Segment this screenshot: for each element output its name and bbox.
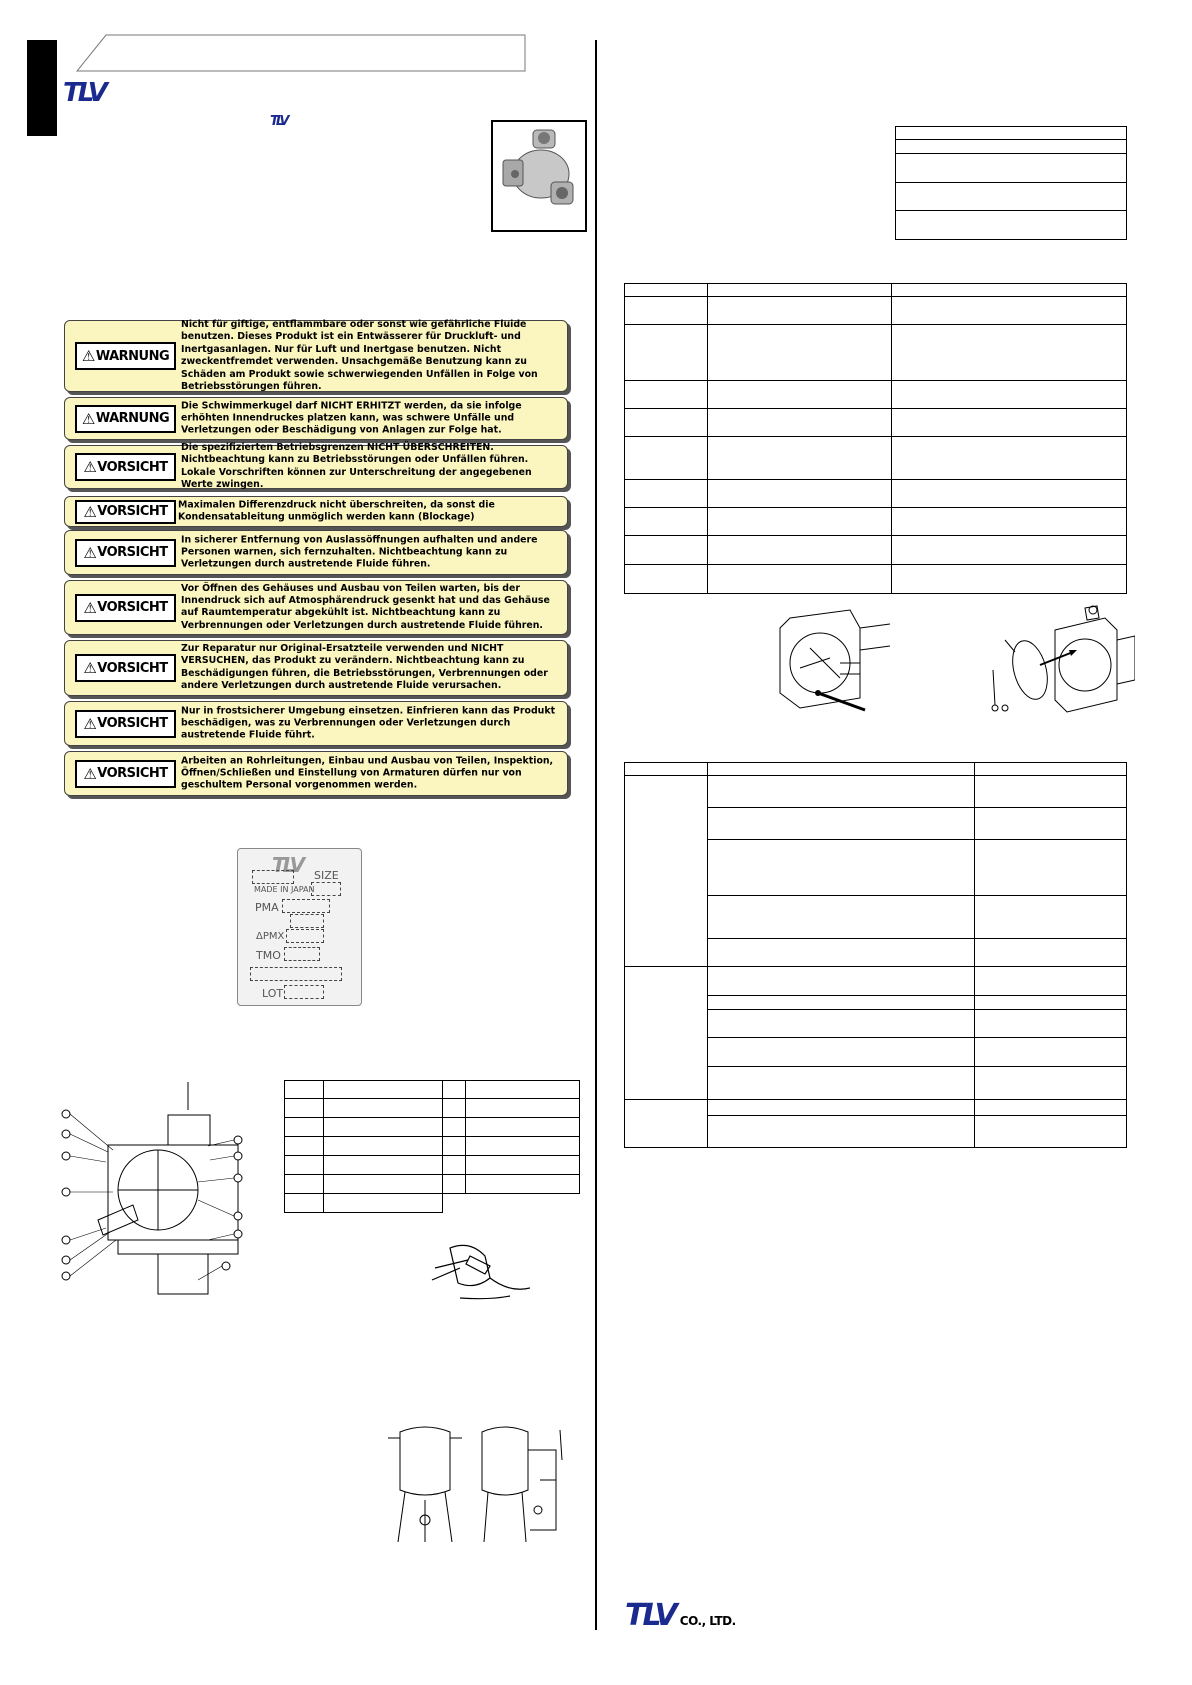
caution-text: Zur Reparatur nur Original-Ersatzteile verwenden und NICHT VERSUCHEN, das Produkt zu verändern. Nichtbeachtung kann zu Beschädigungen führen, die Betriebsstörungen, Verbrennungen oder andere Verletzungen durch austretende Fluide verursachen.: [181, 643, 548, 692]
caution-text: Vor Öffnen des Gehäuses und Ausbau von Teilen warten, bis der Innendruck sich auf Atmosphärendruck gesenkt hat und das Gehäuse auf Raumtemperatur abgekühlt ist. Nichtbeachtung kann zu Verbrennungen oder Verletzungen durch austretende Fluide führen.: [181, 582, 550, 631]
tlv-logo-small: TLV: [270, 114, 287, 129]
caution-label: ⚠ VORSICHT: [75, 594, 176, 622]
caution-label: ⚠ VORSICHT: [75, 654, 176, 682]
caution-box: [64, 496, 568, 527]
warning-triangle-icon: ⚠: [83, 543, 97, 562]
caution-box: [64, 442, 568, 491]
warning-label: ⚠ WARNUNG: [75, 342, 176, 370]
footer-tlv-logo: TLV: [625, 1598, 675, 1633]
nameplate-logo: TLV: [272, 853, 303, 877]
cover-open-drawing: [760, 608, 900, 718]
screen-removal-drawing: [985, 600, 1135, 720]
tlv-logo: TLV: [63, 78, 105, 108]
warning-text: Die Schwimmerkugel darf NICHT ERHITZT werden, da sie infolge erhöhten Innendruckes platzen kann, was schwere Unfälle und Verletzungen oder Beschädigung von Anlagen zur Folge hat.: [181, 399, 522, 436]
cross-section-drawing: [58, 1080, 258, 1300]
caution-label: ⚠ VORSICHT: [75, 760, 176, 788]
valve-detail-drawing: [430, 1238, 530, 1306]
nameplate-tmo: TMO: [256, 949, 281, 962]
warning-triangle-icon: ⚠: [81, 409, 95, 428]
warning-box: [64, 397, 568, 440]
nameplate-lot: LOT: [262, 987, 284, 1000]
caution-text: Nur in frostsicherer Umgebung einsetzen. Einfrieren kann das Produkt beschädigen, was zu Verbrennungen oder Verletzungen durch austretende Fluide führt.: [181, 704, 556, 741]
troubleshooting-table: [624, 762, 1127, 1148]
caution-box: [64, 530, 568, 575]
warning-triangle-icon: ⚠: [83, 458, 97, 476]
warning-triangle-icon: ⚠: [83, 659, 97, 677]
caution-text: In sicherer Entfernung von Auslassöffnungen aufhalten und andere Personen warnen, sich fernzuhalten. Nichtbeachtung kann zu Verletzungen durch austretende Fluide führen.: [181, 533, 538, 570]
caution-text: Arbeiten an Rohrleitungen, Einbau und Ausbau von Teilen, Inspektion, Öffnen/Schließen und Einstellung von Armaturen dürfen nur von geschultem Personal vorgenommen werden.: [181, 754, 554, 791]
caution-box: [64, 751, 568, 796]
warning-label: ⚠ WARNUNG: [75, 405, 176, 433]
caution-box: [64, 640, 568, 696]
warning-box: [64, 320, 568, 392]
caution-label: ⚠ VORSICHT: [75, 453, 176, 481]
nameplate-made-in: MADE IN JAPAN: [254, 885, 315, 894]
caution-box: [64, 701, 568, 746]
caution-label: ⚠ VORSICHT: [75, 500, 176, 524]
warning-triangle-icon: ⚠: [83, 502, 97, 521]
nameplate: [237, 848, 362, 1006]
company-footer-logo: [625, 1598, 736, 1633]
section-marker-bar: [27, 40, 57, 136]
title-frame: [76, 34, 526, 72]
nameplate-dpmx: ΔPMX: [256, 931, 285, 942]
column-divider: [595, 40, 597, 1630]
caution-text: Maximalen Differenzdruck nicht überschreiten, da sonst die Kondensatableitung unmöglich werden kann (Blockage): [178, 499, 495, 523]
parts-table: [284, 1080, 580, 1213]
caution-label: ⚠ VORSICHT: [75, 710, 176, 738]
caution-label: ⚠ VORSICHT: [75, 539, 176, 567]
warning-triangle-icon: ⚠: [83, 714, 97, 733]
caution-box: [64, 580, 568, 635]
spec-table-small: [895, 126, 1127, 240]
specifications-table: [624, 283, 1127, 594]
warning-triangle-icon: ⚠: [83, 764, 97, 783]
company-suffix: CO., LTD.: [679, 1614, 736, 1628]
product-photo: [491, 120, 587, 232]
warning-triangle-icon: ⚠: [81, 347, 95, 365]
warning-triangle-icon: ⚠: [83, 598, 97, 617]
nameplate-size: SIZE: [314, 869, 339, 882]
nameplate-pma: PMA: [255, 901, 279, 914]
caution-text: Die spezifizierten Betriebsgrenzen NICHT ÜBERSCHREITEN. Nichtbeachtung kann zu Betriebsstörungen oder Unfällen führen. Lokale Vorschriften können zur Unterschreitung der angegebenen Werte zwingen.: [181, 442, 532, 491]
warning-text: Nicht für giftige, entflammbare oder sonst wie gefährliche Fluide benutzen. Dieses Produkt ist ein Entwässerer für Druckluft- und Inertgasanlagen. Nur für Luft und Inertgase benutzen. Nicht zweckentfremdet verwenden. Unsachgemäße Benutzung kann zu Schäden am Produkt sowie schwerwiegenden Unfällen in Folge von Betriebsstörungen führen.: [181, 318, 538, 392]
tank-installation-drawing: [380, 1420, 580, 1550]
